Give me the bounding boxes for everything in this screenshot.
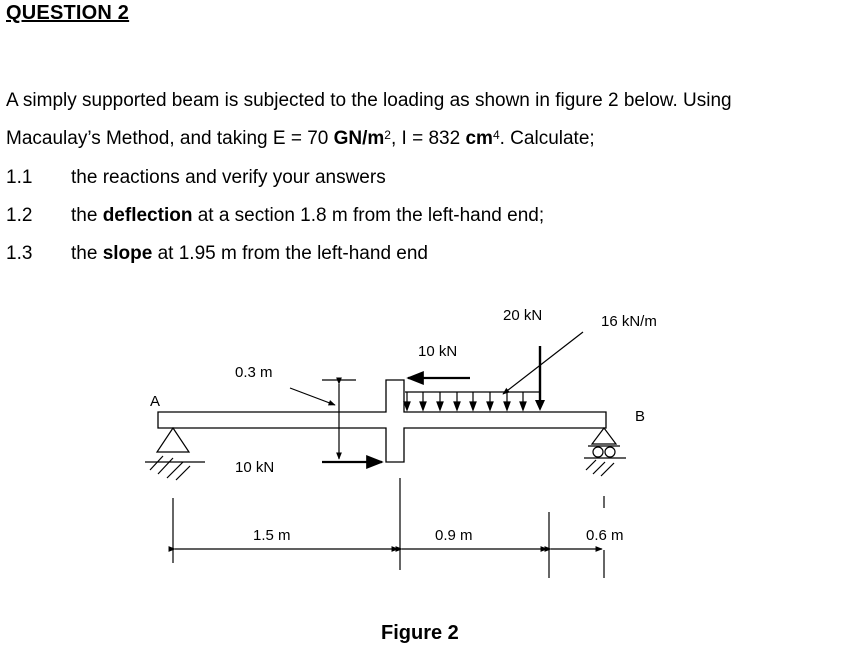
question-number: 1.2 (6, 205, 33, 226)
question-number: 1.3 (6, 243, 33, 264)
label-dim-2: 0.9 m (435, 527, 473, 544)
figure-caption: Figure 2 (381, 622, 459, 644)
roller-support (584, 428, 626, 476)
inertia-unit: cm (465, 128, 493, 149)
intro-line-1: A simply supported beam is subjected to the loading as shown in figure 2 below. Using (6, 90, 732, 111)
label-point-a: A (150, 393, 161, 410)
label-dim-3: 0.6 m (586, 527, 624, 544)
pin-support (145, 428, 205, 480)
point-load-arrowhead (535, 400, 545, 411)
span-dimensions (173, 478, 604, 578)
label-dim-1: 1.5 m (253, 527, 291, 544)
arm-leader (290, 388, 335, 405)
question-text: the deflection at a section 1.8 m from the left-hand end; (71, 205, 545, 226)
label-couple-bottom: 10 kN (235, 459, 275, 476)
intro-line-2: Macaulay’s Method, and taking E = 70 $GN/m^2$, I = 832 $cm^4$. Calculate; (6, 128, 595, 149)
udl-arrows (404, 392, 540, 410)
label-point-b: B (635, 408, 646, 425)
udl-leader (503, 332, 583, 394)
question-heading: QUESTION 2 (6, 2, 130, 24)
label-couple-top: 10 kN (418, 343, 458, 360)
label-arm: 0.3 m (235, 364, 273, 381)
label-20kn: 20 kN (503, 307, 543, 324)
modulus-unit: GN/m (333, 128, 385, 149)
question-number: 1.1 (6, 167, 33, 188)
question-text: the slope at 1.95 m from the left-hand end (71, 243, 428, 264)
label-udl: 16 kN/m (601, 313, 657, 330)
question-text: the reactions and verify your answers (71, 167, 386, 188)
